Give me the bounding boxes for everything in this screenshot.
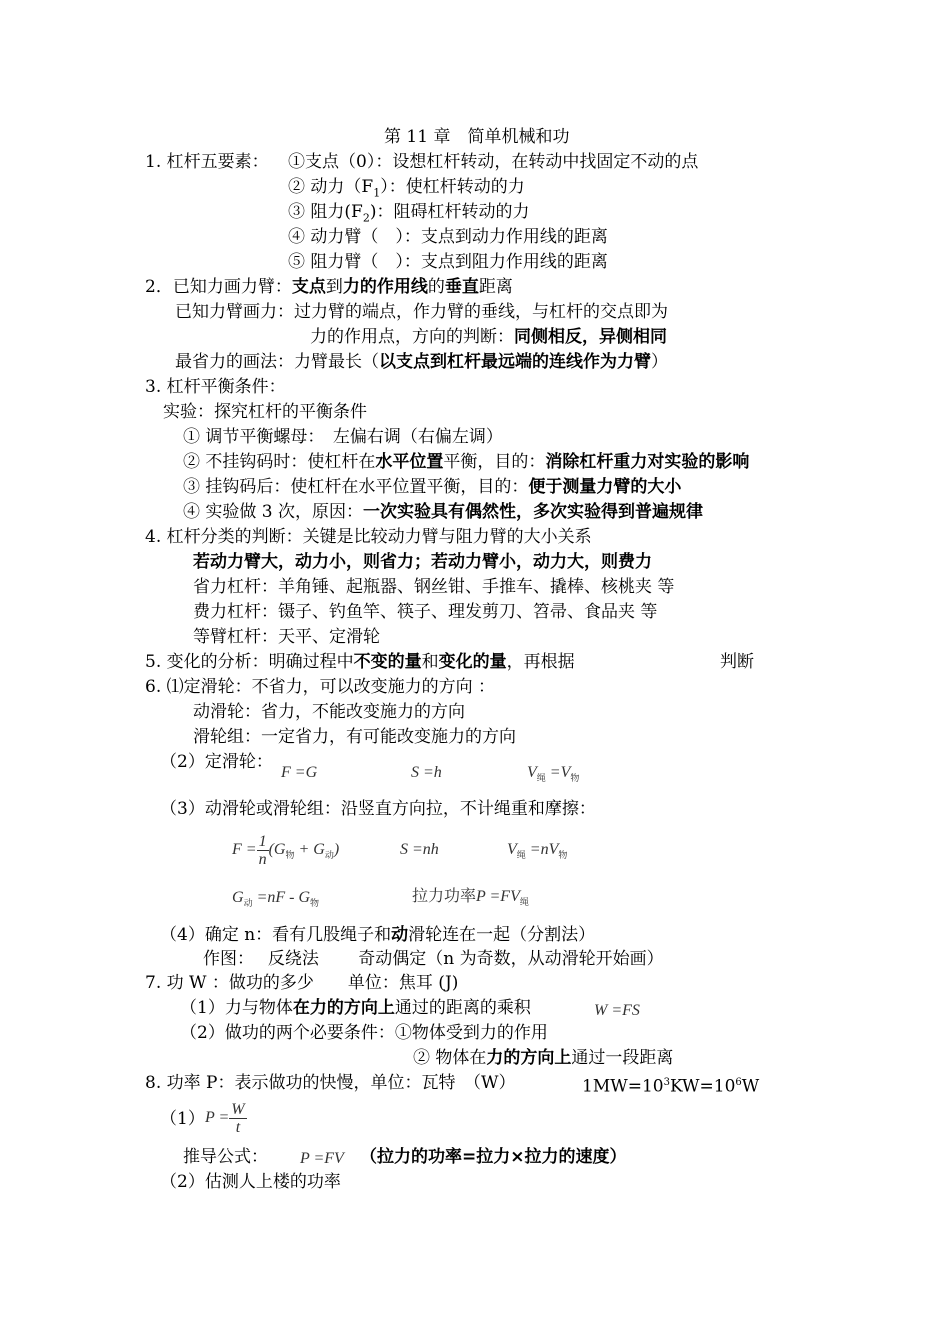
s3-title: 3. 杠杆平衡条件： [145,377,286,397]
s3-step-2: ② 不挂钩码时：使杠杆在水平位置平衡，目的：消除杠杆重力对实验的影响 [183,452,750,472]
s8-line-1: 8. 功率 P：表示做功的快慢，单位：瓦特 （W） [145,1073,516,1093]
s4-equal-arm-levers: 等臂杠杆：天平、定滑轮 [193,627,380,647]
s6-formula-force: F = $\frac{1}{n}$ $(G_物 + G_动)$ [232,832,340,868]
s6-line-1: 6. ⑴定滑轮：不省力，可以改变施力的方向 ： [145,677,496,697]
page-title: 第 11 章 简单机械和功 [384,127,570,147]
s6-formula-g-moving: $G_动 =nF - G_物$ [232,889,320,909]
s4-cost-force-levers: 费力杠杆：镊子、钓鱼竿、筷子、理发剪刀、笤帚、食品夹 等 [193,602,658,622]
s7-line-2: （1）力与物体在力的方向上通过的距离的乘积 [180,998,531,1018]
s8-item-2: （2）估测人上楼的功率 [160,1172,341,1192]
s6-determine-n: （4）确定 n：看有几股绳子和动滑轮连在一起（分割法） [160,925,596,945]
s6-formula-v-n: $V_绳 =nV_物$ [507,841,568,861]
s6-formula-power: 拉力功率$P =FV_绳$ [412,886,529,908]
s5-judge: 判断 [720,652,754,672]
s7-line-3: （2）做功的两个必要条件：①物体受到力的作用 [180,1023,548,1043]
s6-drawing: 作图： 反绕法 奇动偶定（n 为奇数，从动滑轮开始画） [203,949,664,969]
s2-line-3: 力的作用点，方向的判断：同侧相反，异侧相同 [310,327,667,347]
s6-formula-v: $V_绳 =V_物$ [527,764,580,784]
s4-title: 4. 杠杆分类的判断：关键是比较动力臂与阻力臂的大小关系 [145,527,592,547]
s8-formula-fv: P =FV [300,1150,344,1167]
s6-line-2: 动滑轮：省力，不能改变施力的方向 [193,702,465,722]
s5-line: 5. 变化的分析：明确过程中不变的量和变化的量，再根据 [145,652,575,672]
s1-element-3: ③ 阻力$(F_2)$：阻碍杠杆转动的力 [288,202,530,225]
s2-line-4: 最省力的画法：力臂最长（以支点到杠杆最远端的连线作为力臂） [175,352,668,372]
s8-derived-label: 推导公式： [183,1147,268,1167]
s8-formula-power: P = $\frac{W}{t}$ [205,1100,245,1136]
s3-experiment: 实验：探究杠杆的平衡条件 [163,402,367,422]
s3-step-1: ① 调节平衡螺母： 左偏右调（右偏左调） [183,427,503,447]
s3-step-3: ③ 挂钩码后：使杠杆在水平位置平衡，目的：便于测量力臂的大小 [183,477,682,497]
s8-item-1-label: （1） [160,1109,205,1129]
s4-rule: 若动力臂大，动力小，则省力；若动力臂小，动力大，则费力 [193,552,652,572]
s7-line-1: 7. 功 W ：做功的多少 单位：焦耳 (J) [145,973,459,993]
s2-line-2: 已知力臂画力：过力臂的端点，作力臂的垂线，与杠杆的交点即为 [175,302,668,322]
s6-formula-f-g: F =G [281,764,318,781]
s4-save-force-levers: 省力杠杆：羊角锤、起瓶器、钢丝钳、手推车、撬棒、核桃夹 等 [193,577,675,597]
s6-fixed-pulley-label: （2）定滑轮： [160,752,273,772]
s7-line-4: ② 物体在力的方向上通过一段距离 [413,1048,674,1068]
s6-line-3: 滑轮组：一定省力，有可能改变施力的方向 [193,727,516,747]
s2-line-1: 2．已知力画力臂：支点到力的作用线的垂直距离 [145,277,513,297]
s6-formula-s-nh: S =nh [400,841,439,858]
s1-element-4: ④ 动力臂（ ）：支点到动力作用线的距离 [288,227,608,247]
s7-formula-work: W =FS [594,1002,640,1019]
s3-step-4: ④ 实验做 3 次，原因：一次实验具有偶然性，多次实验得到普遍规律 [183,502,704,522]
s1-element-5: ⑤ 阻力臂（ ）：支点到阻力作用线的距离 [288,252,608,272]
s1-label: 1. 杠杆五要素： [145,152,269,172]
s1-element-1: ①支点（0）：设想杠杆转动，在转动中找固定不动的点 [288,152,699,172]
s6-formula-s-h: S =h [411,764,442,781]
s8-derived-note: （拉力的功率=拉力×拉力的速度） [360,1147,627,1167]
s6-movable-pulley-label: （3）动滑轮或滑轮组：沿竖直方向拉，不计绳重和摩擦： [160,799,596,819]
s8-units: $1MW=10^3KW=10^6W$ [582,1076,760,1097]
s1-element-2: ② 动力$(F_1)$：使杠杆转动的力 [288,177,525,200]
